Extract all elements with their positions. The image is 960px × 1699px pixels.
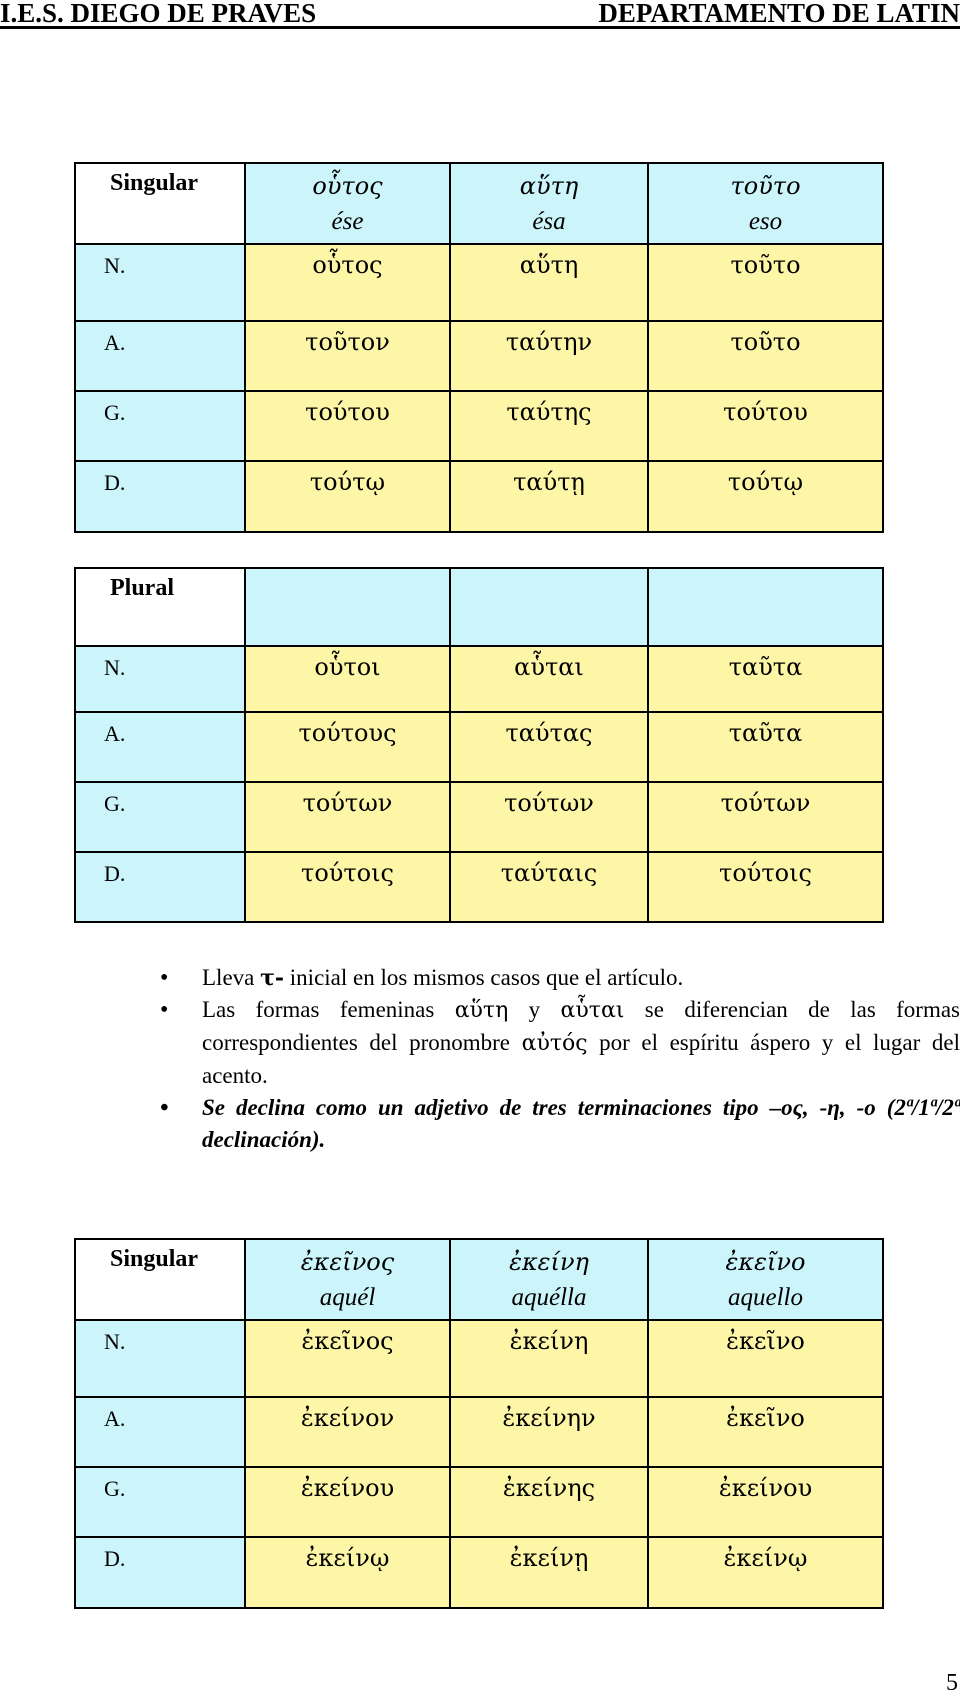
houtos-plural-table <box>74 567 884 923</box>
translation: aquél <box>319 1284 376 1311</box>
column-header <box>450 163 648 244</box>
form-cell: ταῦτα <box>648 646 883 712</box>
form-cell: οὗτος <box>245 244 450 321</box>
note-text: y <box>508 997 561 1022</box>
table-row <box>75 1320 883 1397</box>
form-cell: τούτῳ <box>245 461 450 532</box>
form-cell: τούτου <box>245 391 450 461</box>
form-cell: οὗτοι <box>245 646 450 712</box>
number-label: Singular <box>75 163 245 244</box>
form-cell: ταύτῃ <box>450 461 648 532</box>
case-label: G. <box>75 1467 245 1537</box>
form-cell: αὕτη <box>450 244 648 321</box>
form-cell: τούτων <box>648 782 883 852</box>
form-cell: ἐκείνον <box>245 1397 450 1467</box>
greek-lemma: ἐκεῖνο <box>725 1248 806 1276</box>
greek-lemma: ἐκείνη <box>509 1248 589 1276</box>
table-row <box>75 712 883 782</box>
form-cell: τούτους <box>245 712 450 782</box>
translation: aquélla <box>511 1284 587 1311</box>
page-number: 5 <box>946 1670 958 1696</box>
form-cell: ταύταις <box>450 852 648 922</box>
table-row <box>75 1397 883 1467</box>
form-cell: ἐκεῖνο <box>648 1320 883 1397</box>
greek-term: αὗται <box>560 998 625 1023</box>
number-label: Plural <box>75 568 245 646</box>
greek-lemma: ἐκεῖνος <box>300 1248 395 1276</box>
houtos-singular-table <box>74 162 884 533</box>
page-header <box>0 0 960 29</box>
case-label: A. <box>75 1397 245 1467</box>
form-cell: ταύτης <box>450 391 648 461</box>
form-cell: τούτοις <box>648 852 883 922</box>
case-label: D. <box>75 461 245 532</box>
number-label: Singular <box>75 1239 245 1320</box>
form-cell: ἐκείνου <box>648 1467 883 1537</box>
form-cell: τούτου <box>648 391 883 461</box>
greek-lemma: τοῦτο <box>730 172 801 200</box>
table-row <box>75 782 883 852</box>
empty-header-cell <box>450 568 648 646</box>
form-cell: ἐκεῖνο <box>648 1397 883 1467</box>
translation: ése <box>331 208 364 235</box>
ekeinos-table <box>74 1238 884 1609</box>
form-cell: αὗται <box>450 646 648 712</box>
form-cell: τούτων <box>245 782 450 852</box>
column-header <box>648 1239 883 1320</box>
case-label: N. <box>75 646 245 712</box>
form-cell: ἐκείνου <box>245 1467 450 1537</box>
form-cell: ἐκείνη <box>450 1320 648 1397</box>
table-row <box>75 244 883 321</box>
form-cell: ἐκείνην <box>450 1397 648 1467</box>
table-row <box>75 1537 883 1608</box>
table-row <box>75 852 883 922</box>
form-cell: τοῦτο <box>648 321 883 391</box>
case-label: N. <box>75 244 245 321</box>
form-cell: τούτοις <box>245 852 450 922</box>
greek-term: αὐτός <box>521 1031 588 1056</box>
note-text: por el espíritu áspero y el lugar del acento. <box>202 1030 960 1088</box>
form-cell: ἐκείνης <box>450 1467 648 1537</box>
form-cell: ἐκείνῳ <box>648 1537 883 1608</box>
greek-term: τ- <box>260 965 285 991</box>
notes-list <box>160 962 960 1156</box>
note-text: se diferencian de las formas correspondientes del pronombre <box>202 997 960 1055</box>
note-text: Se declina como un adjetivo de tres terminaciones tipo –ος, -η, -ο (2ª/1ª/2ª declinación). <box>202 1095 960 1152</box>
case-label: N. <box>75 1320 245 1397</box>
form-cell: τοῦτον <box>245 321 450 391</box>
case-label: G. <box>75 391 245 461</box>
note-text: inicial en los mismos casos que el artículo. <box>284 965 684 990</box>
case-label: A. <box>75 321 245 391</box>
empty-header-cell <box>245 568 450 646</box>
department-name: DEPARTAMENTO DE LATIN <box>598 0 960 28</box>
form-cell: ἐκεῖνος <box>245 1320 450 1397</box>
greek-term: αὕτη <box>454 998 509 1023</box>
note-text: Lleva <box>202 965 261 990</box>
table-row <box>75 391 883 461</box>
table-row <box>75 1467 883 1537</box>
translation: eso <box>748 208 783 235</box>
case-label: A. <box>75 712 245 782</box>
note-item <box>160 962 960 994</box>
school-name: I.E.S. DIEGO DE PRAVES <box>0 0 317 28</box>
table-row <box>75 461 883 532</box>
column-header <box>450 1239 648 1320</box>
translation: ésa <box>532 208 566 235</box>
translation: aquello <box>728 1284 803 1311</box>
form-cell: ταύτην <box>450 321 648 391</box>
form-cell: ταύτας <box>450 712 648 782</box>
form-cell: ἐκείνῳ <box>245 1537 450 1608</box>
form-cell: τοῦτο <box>648 244 883 321</box>
greek-lemma: αὕτη <box>519 172 579 200</box>
form-cell: ἐκείνῃ <box>450 1537 648 1608</box>
table-row <box>75 646 883 712</box>
column-header <box>245 163 450 244</box>
note-item <box>160 1092 960 1156</box>
form-cell: τούτῳ <box>648 461 883 532</box>
note-text: Las formas femeninas <box>202 997 455 1022</box>
case-label: D. <box>75 852 245 922</box>
note-item <box>160 994 960 1092</box>
column-header <box>648 163 883 244</box>
case-label: D. <box>75 1537 245 1608</box>
greek-lemma: οὗτος <box>312 172 383 200</box>
case-label: G. <box>75 782 245 852</box>
column-header <box>245 1239 450 1320</box>
empty-header-cell <box>648 568 883 646</box>
table-row <box>75 321 883 391</box>
form-cell: τούτων <box>450 782 648 852</box>
form-cell: ταῦτα <box>648 712 883 782</box>
